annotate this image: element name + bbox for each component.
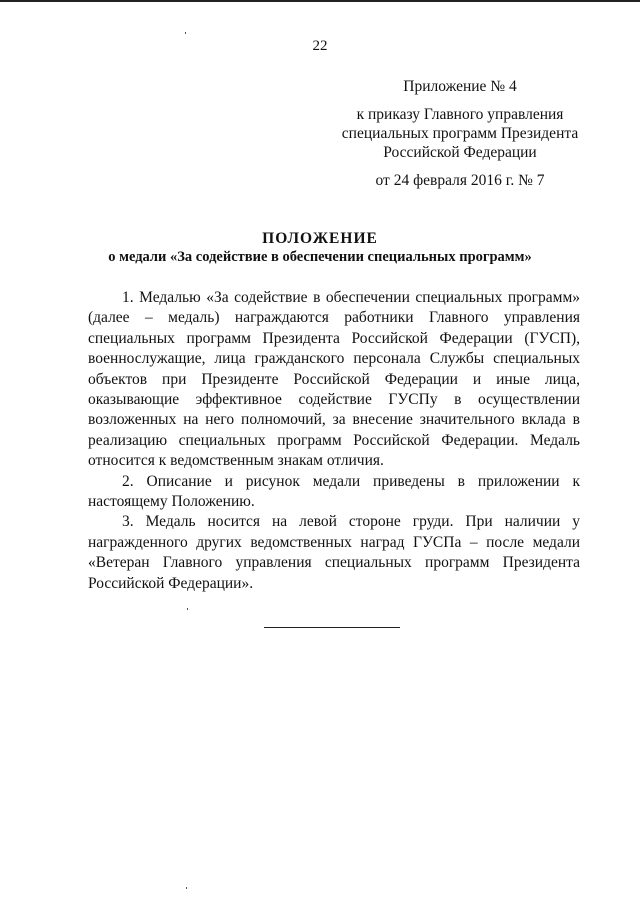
- appendix-header: [330, 77, 590, 190]
- document-body: [88, 288, 580, 594]
- paragraph-3: 3. Медаль носится на левой стороне груди. При наличии у награжденного других ведомственных наград ГУСПа – после медали «Ветеран Главного управления специальных программ Президента Российской Федерации».: [88, 513, 580, 592]
- scan-top-border: [0, 0, 640, 2]
- appendix-order-line: к приказу Главного управления: [356, 106, 564, 123]
- appendix-order-line: специальных программ Президента: [341, 125, 579, 142]
- scan-speck: [186, 887, 187, 889]
- paragraph-2: 2. Описание и рисунок медали приведены в приложении к настоящему Положению.: [88, 472, 580, 511]
- paragraph-1: 1. Медалью «За содействие в обеспечении специальных программ» (далее – медаль) награждаются работники Главного управления специальных программ Президента Российской Федерации (ГУСП), военнослужащие, лица гражданского персонала Службы специальных объектов при Президенте Российской Федерации и иные лица, оказывающие эффективное содействие ГУСПу в осуществлении возложенных на него полномочий, за внесение значительного вклада в реализацию специальных программ Российской Федерации. Медаль относится к ведомственным знакам отличия.: [88, 289, 580, 470]
- document-subtitle: о медали «За содействие в обеспечении специальных программ»: [108, 249, 532, 265]
- document-title: ПОЛОЖЕНИЕ: [262, 230, 378, 247]
- spacer: [330, 96, 590, 105]
- appendix-number: Приложение № 4: [403, 78, 517, 95]
- page-number: 22: [312, 38, 328, 54]
- appendix-order-date: от 24 февраля 2016 г. № 7: [375, 172, 545, 189]
- appendix-order-line: Российской Федерации: [383, 144, 537, 161]
- spacer: [330, 162, 590, 171]
- scan-speck: [185, 32, 186, 34]
- scan-speck: [187, 608, 188, 610]
- end-of-document-rule: [264, 627, 400, 628]
